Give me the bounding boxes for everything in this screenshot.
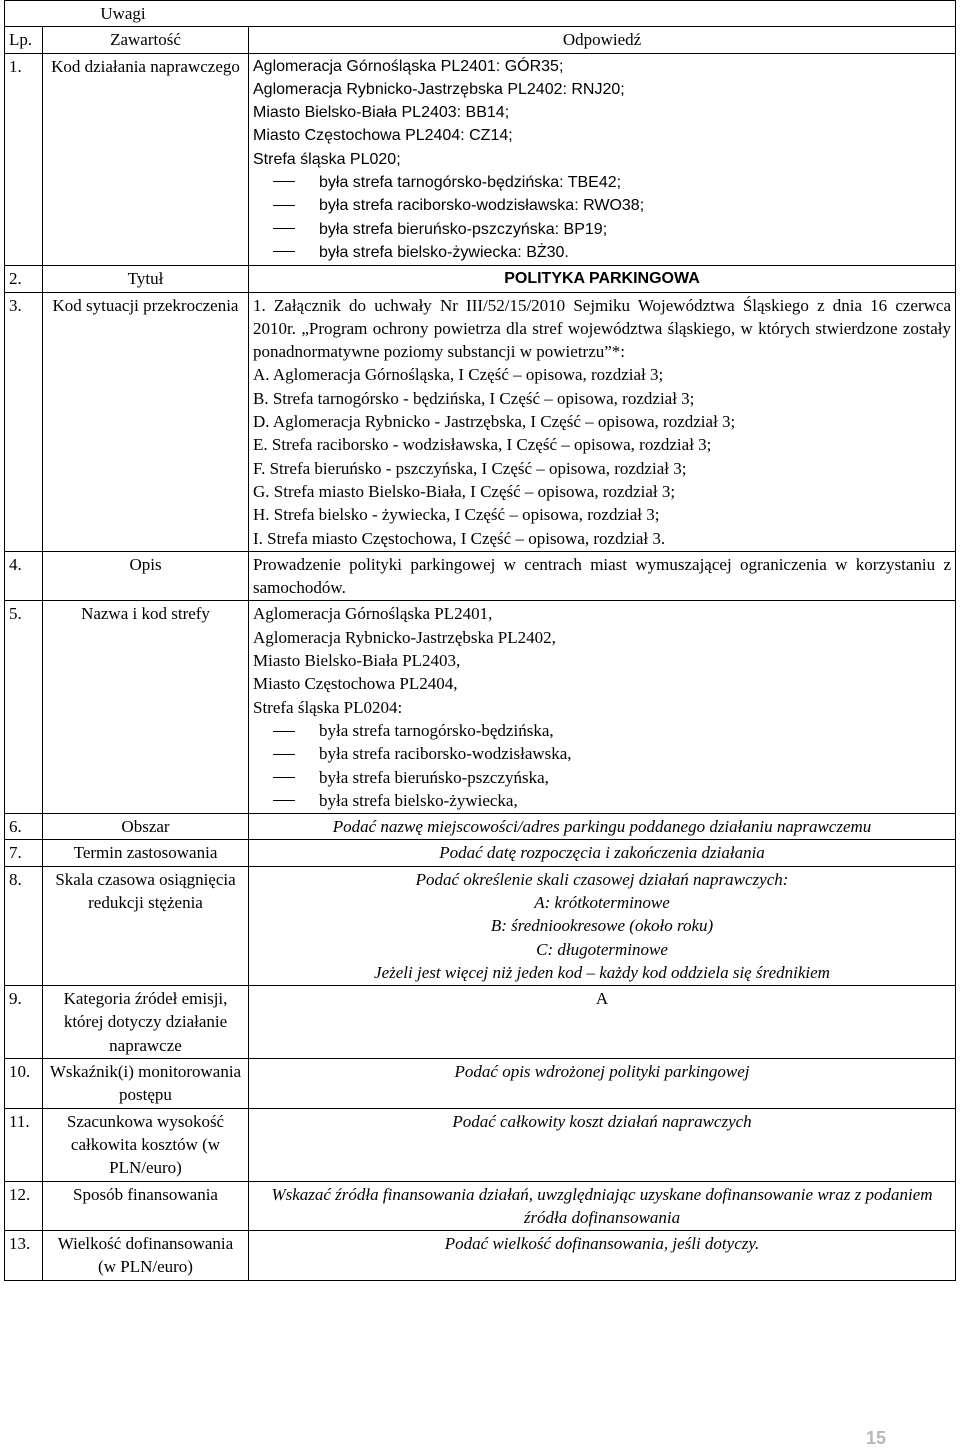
time-scale-line: C: długoterminowe: [536, 939, 668, 959]
dash-bullet-icon: [273, 800, 295, 801]
zone-item: H. Strefa bielsko - żywiecka, I Część – opisowa, rozdział 3;: [253, 505, 660, 525]
table-row: [5, 840, 956, 866]
row-answer: Podać całkowity koszt działań naprawczych: [249, 1108, 956, 1181]
zone-code-line: Miasto Bielsko-Biała PL2403: BB14;: [253, 104, 510, 122]
table-row: [5, 53, 956, 266]
row-answer: A: [249, 986, 956, 1059]
time-scale-line: Podać określenie skali czasowej działań naprawczych:: [415, 869, 789, 889]
row-lp: 2.: [5, 266, 43, 292]
dash-bullet-icon: [273, 251, 295, 252]
former-zone-line: była strefa bielsko-żywiecka: BŻ30.: [253, 241, 951, 264]
row-lp: 8.: [5, 866, 43, 985]
former-zone-line: była strefa bieruńsko-pszczyńska: BP19;: [253, 218, 951, 241]
table-row: [5, 292, 956, 551]
time-scale-line: Jeżeli jest więcej niż jeden kod – każdy kod oddziela się średnikiem: [374, 962, 830, 982]
zone-item: A. Aglomeracja Górnośląska, I Część – opisowa, rozdział 3;: [253, 365, 664, 385]
former-zone-line: była strefa bieruńsko-pszczyńska,: [253, 766, 951, 789]
table-row: [5, 266, 956, 292]
table-row: [5, 1231, 956, 1281]
zone-name-line: Strefa śląska PL0204:: [253, 697, 403, 717]
header-uwagi-row: [5, 1, 956, 27]
zone-name-line: Miasto Częstochowa PL2404,: [253, 674, 458, 694]
zone-code-line: Aglomeracja Rybnicko-Jastrzębska PL2402: RNJ20;: [253, 80, 625, 98]
row-answer: Podać opis wdrożonej polityki parkingowej: [249, 1059, 956, 1109]
row-label: Sposób finansowania: [43, 1181, 249, 1231]
zone-code-line: Strefa śląska PL020;: [253, 150, 401, 168]
row-label: Obszar: [43, 814, 249, 840]
row-label: Skala czasowa osiągnięcia redukcji stężenia: [43, 866, 249, 985]
table-row: [5, 1181, 956, 1231]
row-label: Wielkość dofinansowania (w PLN/euro): [43, 1231, 249, 1281]
table-row: [5, 866, 956, 985]
former-zone-line: była strefa raciborsko-wodzisławska: RWO38;: [253, 194, 951, 217]
row-label: Kategoria źródeł emisji, której dotyczy działanie naprawcze: [43, 986, 249, 1059]
former-zone-line: była strefa bielsko-żywiecka,: [253, 789, 951, 812]
header-uwagi: Uwagi: [100, 4, 146, 23]
row-lp: 10.: [5, 1059, 43, 1109]
table-row: [5, 1059, 956, 1109]
row-answer: Podać datę rozpoczęcia i zakończenia działania: [249, 840, 956, 866]
row-lp: 11.: [5, 1108, 43, 1181]
zone-item: I. Strefa miasto Częstochowa, I Część – opisowa, rozdział 3.: [253, 528, 666, 548]
header-odpowiedz: Odpowiedź: [249, 27, 956, 53]
header-zawartosc: Zawartość: [43, 27, 249, 53]
row-lp: 5.: [5, 601, 43, 814]
header-row: [5, 27, 956, 53]
row-answer: Podać wielkość dofinansowania, jeśli dotyczy.: [249, 1231, 956, 1281]
former-zone-line: była strefa tarnogórsko-będzińska: TBE42;: [253, 171, 951, 194]
zone-code-list: [253, 55, 951, 265]
zone-name-line: Aglomeracja Górnośląska PL2401,: [253, 604, 493, 624]
row-lp: 13.: [5, 1231, 43, 1281]
row-lp: 7.: [5, 840, 43, 866]
zone-item: F. Strefa bieruńsko - pszczyńska, I Część – opisowa, rozdział 3;: [253, 458, 687, 478]
dash-bullet-icon: [273, 777, 295, 778]
table-row: [5, 601, 956, 814]
row-answer: [249, 53, 956, 266]
row-answer: Podać nazwę miejscowości/adres parkingu poddanego działaniu naprawczemu: [249, 814, 956, 840]
time-scale-line: B: średniookresowe (około roku): [490, 916, 714, 936]
table-row: [5, 1108, 956, 1181]
zone-code-line: Aglomeracja Górnośląska PL2401: GÓR35;: [253, 57, 564, 75]
zone-item: D. Aglomeracja Rybnicko - Jastrzębska, I Część – opisowa, rozdział 3;: [253, 412, 736, 432]
row-label: Wskaźnik(i) monitorowania postępu: [43, 1059, 249, 1109]
dash-bullet-icon: [273, 228, 295, 229]
row-answer: [249, 866, 956, 985]
time-scale-line: A: krótkoterminowe: [534, 892, 670, 912]
zone-name-line: Aglomeracja Rybnicko-Jastrzębska PL2402,: [253, 627, 556, 647]
dash-bullet-icon: [273, 181, 295, 182]
table-row: [5, 814, 956, 840]
row-label: Szacunkowa wysokość całkowita kosztów (w PLN/euro): [43, 1108, 249, 1181]
row-label: Kod sytuacji przekroczenia: [43, 292, 249, 551]
row-answer: [249, 292, 956, 551]
row-answer: Wskazać źródła finansowania działań, uwzględniając uzyskane dofinansowanie wraz z podaniem źródła dofinansowania: [249, 1181, 956, 1231]
dash-bullet-icon: [273, 731, 295, 732]
action-title: POLITYKA PARKINGOWA: [249, 266, 956, 292]
zone-item: E. Strefa raciborsko - wodzisławska, I Część – opisowa, rozdział 3;: [253, 435, 712, 455]
row-answer: Prowadzenie polityki parkingowej w centrach miast wymuszającej ograniczenia w korzystaniu z samochodów.: [249, 551, 956, 601]
row-lp: 6.: [5, 814, 43, 840]
row-label: Kod działania naprawczego: [43, 53, 249, 266]
resolution-paragraph: 1. Załącznik do uchwały Nr III/52/15/2010 Sejmiku Województwa Śląskiego z dnia 16 czerwca 2010r. „Program ochrony powietrza dla stref województwa śląskiego, w których stwierdzone zostały ponadnormatywne poziomy substancji w powietrzu”*:: [253, 295, 951, 362]
zone-code-line: Miasto Częstochowa PL2404: CZ14;: [253, 127, 513, 145]
row-lp: 3.: [5, 292, 43, 551]
page-number: 15: [865, 1428, 886, 1448]
table-row: [5, 986, 956, 1059]
dash-bullet-icon: [273, 754, 295, 755]
row-label: Tytuł: [43, 266, 249, 292]
row-lp: 12.: [5, 1181, 43, 1231]
zone-item: B. Strefa tarnogórsko - będzińska, I Część – opisowa, rozdział 3;: [253, 388, 695, 408]
row-lp: 4.: [5, 551, 43, 601]
row-label: Termin zastosowania: [43, 840, 249, 866]
action-table: [4, 0, 956, 1281]
former-zone-line: była strefa raciborsko-wodzisławska,: [253, 742, 951, 765]
row-label: Opis: [43, 551, 249, 601]
document-page: [4, 0, 956, 1281]
zone-item: G. Strefa miasto Bielsko-Biała, I Część – opisowa, rozdział 3;: [253, 481, 676, 501]
dash-bullet-icon: [273, 205, 295, 206]
row-lp: 1.: [5, 53, 43, 266]
row-answer: [249, 601, 956, 814]
row-label: Nazwa i kod strefy: [43, 601, 249, 814]
former-zone-line: była strefa tarnogórsko-będzińska,: [253, 719, 951, 742]
row-lp: 9.: [5, 986, 43, 1059]
table-row: [5, 551, 956, 601]
header-lp: Lp.: [5, 27, 43, 53]
zone-name-line: Miasto Bielsko-Biała PL2403,: [253, 651, 461, 671]
